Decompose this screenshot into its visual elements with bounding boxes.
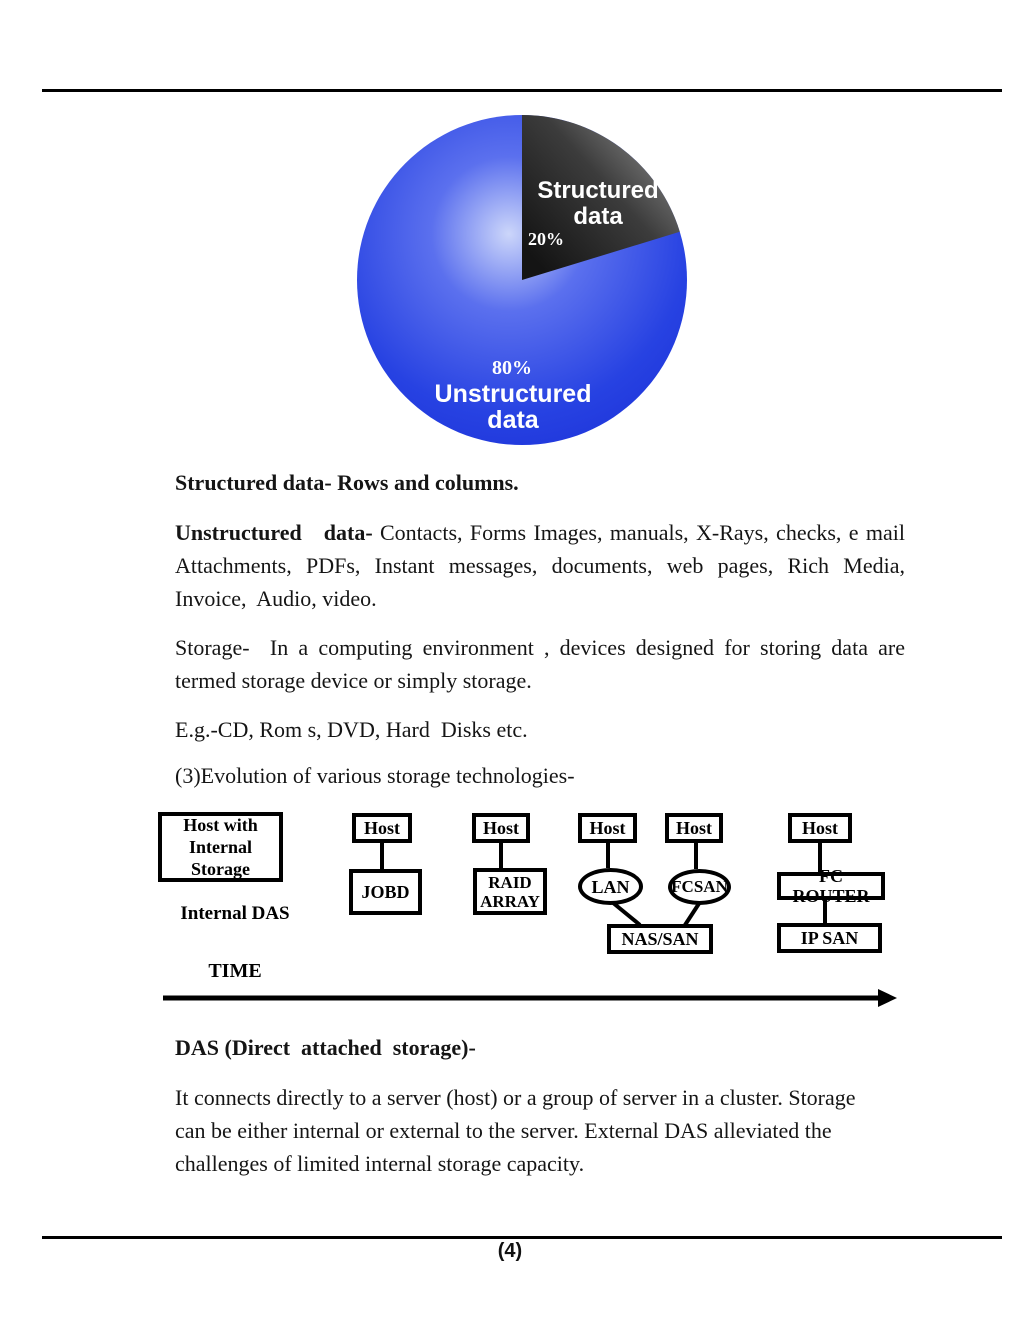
unstructured-pct-label: 80% <box>492 357 532 379</box>
node-nas-san: NAS/SAN <box>607 924 713 954</box>
structured-data-heading: Structured data- Rows and columns. <box>175 470 519 495</box>
node-host-2: Host <box>352 813 412 843</box>
example-line: E.g.-CD, Rom s, DVD, Hard Disks etc. <box>175 717 528 742</box>
node-ip-san: IP SAN <box>777 923 882 953</box>
raid-line1: RAID <box>488 872 532 892</box>
storage-evolution-diagram <box>140 800 900 1010</box>
structured-label-line2: data <box>573 203 623 230</box>
pie-chart-svg <box>352 112 692 448</box>
time-arrow-head <box>878 989 897 1007</box>
host-internal-line1: Host with <box>183 815 258 835</box>
node-host-4: Host <box>578 813 637 843</box>
unstructured-data-lead: Unstructured data- <box>175 520 373 545</box>
evolution-heading: (3)Evolution of various storage technologies- <box>175 763 575 788</box>
node-lan: LAN <box>578 868 643 905</box>
time-label: TIME <box>208 960 262 982</box>
storage-paragraph: Storage- In a computing environment , devices designed for storing data are termed storage device or simply storage. <box>175 635 905 693</box>
internal-das-label: Internal DAS <box>180 903 290 924</box>
das-heading: DAS (Direct attached storage)- <box>175 1035 476 1060</box>
unstructured-label-line2: data <box>487 406 539 434</box>
node-host-internal-storage <box>158 812 283 882</box>
host-internal-line2: Internal Storage <box>189 837 252 879</box>
unstructured-data-paragraph <box>175 516 905 615</box>
connector-lan-nassan <box>612 902 640 925</box>
node-jobd: JOBD <box>349 869 422 915</box>
node-host-3: Host <box>472 813 530 843</box>
node-raid-array <box>473 868 547 915</box>
pie-chart-structured-vs-unstructured <box>352 112 692 448</box>
node-fc-router: FC ROUTER <box>777 872 885 900</box>
node-fcsan: FCSAN <box>668 869 731 905</box>
structured-pct-label: 20% <box>528 229 564 249</box>
top-divider <box>42 89 1002 92</box>
connector-fcsan-nassan <box>685 902 700 925</box>
das-paragraph: It connects directly to a server (host) or a group of server in a cluster. Storage can be either internal or external to the server. External DAS alleviated the challenges of limited internal storage capacity. <box>175 1085 856 1176</box>
node-host-5: Host <box>665 813 723 843</box>
unstructured-data-body: Contacts, Forms Images, manuals, X-Rays, checks, e mail Attachments, PDFs, Instant messages, documents, web pages, Rich Media, Invoice, Audio, video. <box>175 520 905 611</box>
structured-label-line1: Structured <box>537 177 659 204</box>
raid-line2: ARRAY <box>480 891 540 911</box>
unstructured-label-line1: Unstructured <box>434 380 592 408</box>
node-host-6: Host <box>788 813 852 843</box>
footer-divider <box>42 1236 1002 1239</box>
page-number: (4) <box>497 1240 523 1262</box>
